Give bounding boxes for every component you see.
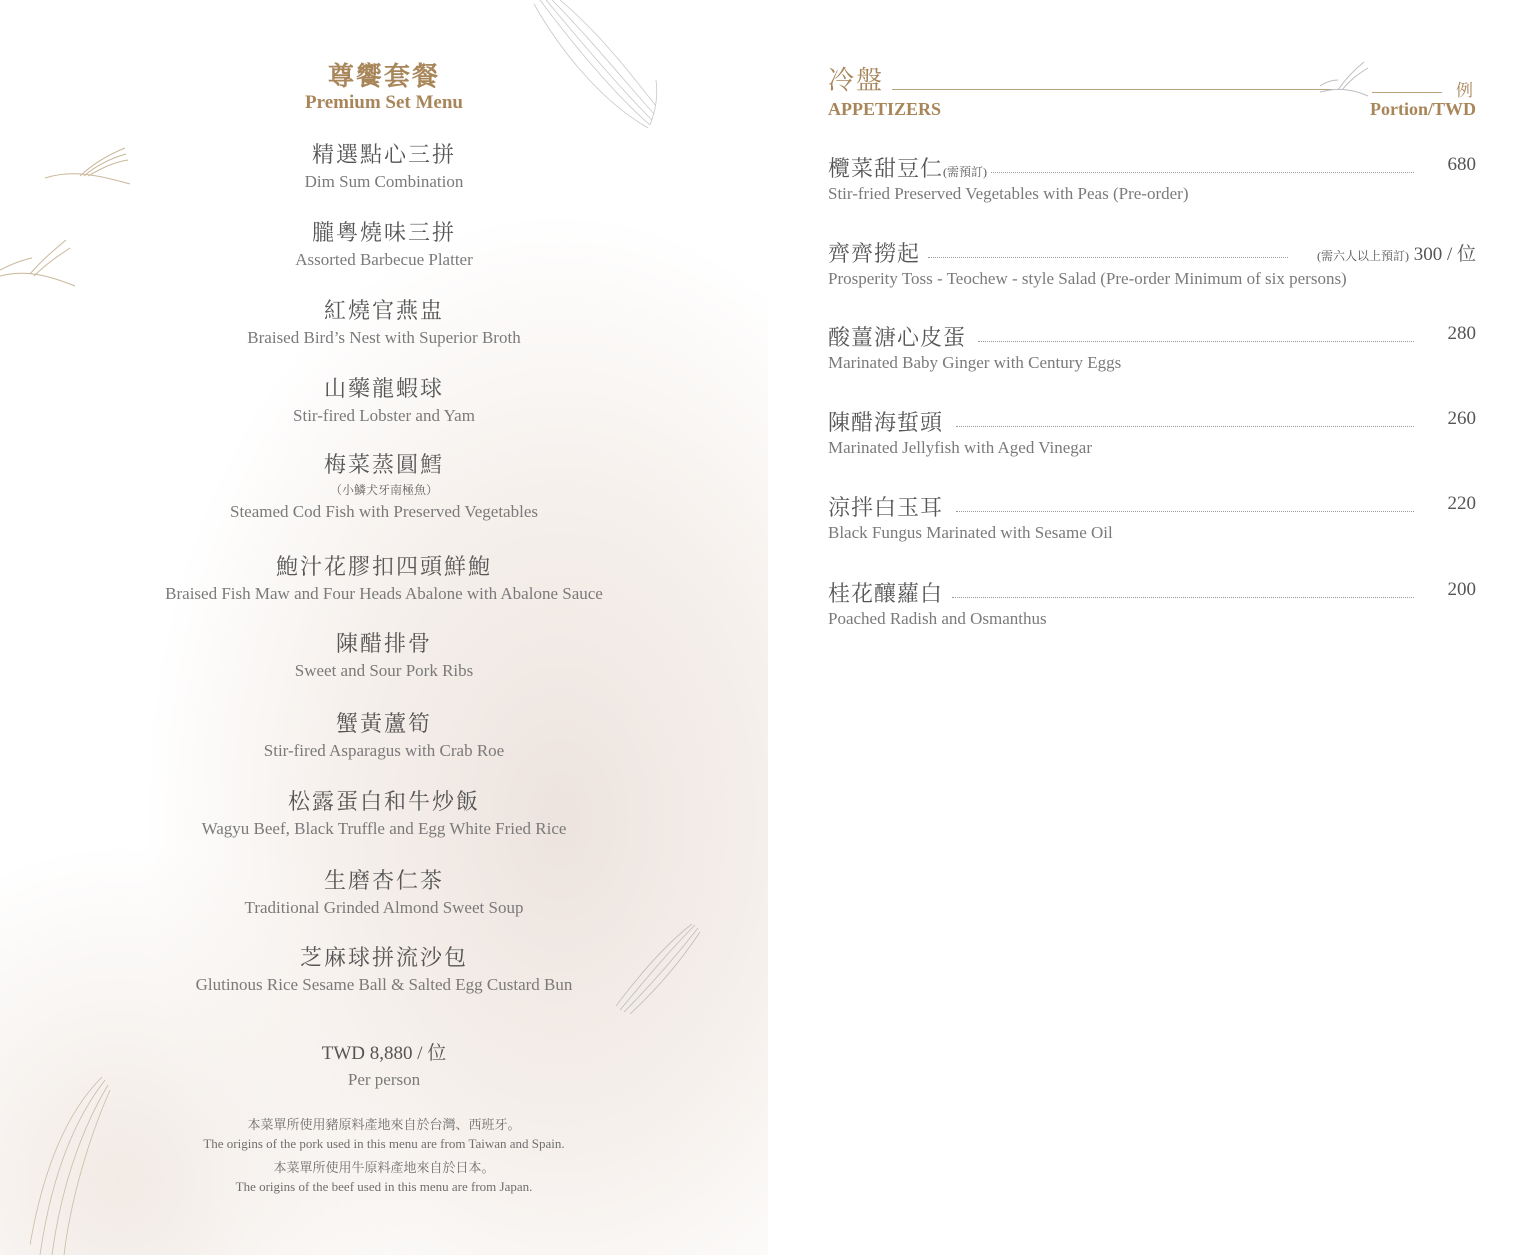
item-name-zh: 欖菜甜豆仁 [828,156,944,181]
item-name-zh: 桂花釀蘿白 [828,577,947,608]
dish-name-en: Braised Fish Maw and Four Heads Abalone with Abalone Sauce [165,584,603,603]
header-divider [892,89,1332,90]
dot-leader [948,172,1414,173]
menu-item [828,237,1476,289]
item-name-en: Poached Radish and Osmanthus [828,609,1047,628]
origin-note: 本菜單所使用豬原料產地來自於台灣、西班牙。 [247,1117,521,1132]
per-person-label: Per person [347,1070,421,1089]
dish-item [0,451,768,523]
dish-name-zh: 鮑汁花膠扣四頭鮮鮑 [275,554,492,579]
item-name-en: Marinated Jellyfish with Aged Vinegar [828,438,1092,457]
set-menu-title-zh: 尊饗套餐 [327,62,440,91]
item-price-note: (需六人以上預訂) [1316,249,1409,263]
dish-item [0,710,768,762]
item-name-en: Stir-fried Preserved Vegetables with Peas (Pre-order) [828,184,1189,203]
dish-name-en: Dim Sum Combination [304,172,464,191]
dish-name-zh: 精選點心三拼 [311,142,456,167]
dish-item [0,788,768,840]
dish-note-zh: （小鱗犬牙南極魚） [329,483,438,497]
item-price: 280 [1447,323,1476,344]
portion-divider [1372,92,1442,93]
set-menu-title-en: Premium Set Menu [305,92,463,113]
portion-label-en: Portion/TWD [1370,99,1476,119]
appetizers-page [768,0,1536,1255]
dish-name-en: Stir-fired Asparagus with Crab Roe [263,741,505,760]
dish-name-zh: 山藥龍蝦球 [323,376,444,401]
dish-name-zh: 紅燒官燕盅 [323,298,444,323]
dot-leader [956,426,1414,427]
item-price: 260 [1447,408,1476,429]
dot-leader [956,511,1414,512]
dish-name-en: Braised Bird’s Nest with Superior Broth [247,328,521,347]
dish-item [0,630,768,682]
set-menu-price: TWD 8,880 / 位 [321,1043,447,1064]
dish-name-zh: 梅菜蒸圓鱈 [323,452,444,477]
dish-name-zh: 生磨杏仁茶 [323,868,444,893]
dot-leader [978,341,1414,342]
item-name-zh: 酸薑溏心皮蛋 [828,321,970,352]
origin-note: 本菜單所使用牛原料產地來自於日本。 [273,1160,495,1175]
item-name-en: Marinated Baby Ginger with Century Eggs [828,353,1122,372]
dish-name-en: Glutinous Rice Sesame Ball & Salted Egg Custard Bun [195,975,573,994]
dish-name-en: Wagyu Beef, Black Truffle and Egg White Fried Rice [201,819,567,838]
item-price: 300 / 位 [1413,244,1476,265]
dish-item [0,867,768,919]
dot-leader [952,597,1414,598]
dish-name-en: Sweet and Sour Pork Ribs [294,661,474,680]
dish-name-en: Traditional Grinded Almond Sweet Soup [244,898,524,917]
dish-name-en: Steamed Cod Fish with Preserved Vegetables [229,502,538,521]
bird-decoration-icon [1318,58,1374,102]
origin-note: The origins of the pork used in this menu are from Taiwan and Spain. [203,1136,565,1151]
item-name-zh: 陳醋海蜇頭 [828,406,947,437]
menu-item [828,491,1476,543]
dish-item [0,297,768,349]
menu-item [828,406,1476,458]
menu-item [828,577,1476,629]
dish-name-zh: 芝麻球拼流沙包 [299,945,468,970]
item-price: 220 [1447,493,1476,514]
item-name-zh: 齊齊撈起 [828,237,924,268]
dish-name-zh: 朧粵燒味三拼 [311,220,456,245]
appetizers-title-en: APPETIZERS [828,99,942,119]
appetizers-title-zh: 冷盤 [828,66,885,95]
dish-item [0,944,768,996]
menu-item [828,152,1476,204]
dish-name-en: Assorted Barbecue Platter [295,250,473,269]
dish-item [0,375,768,427]
item-price: 200 [1447,579,1476,600]
dish-item [0,553,768,605]
dish-item [0,219,768,271]
dish-name-en: Stir-fired Lobster and Yam [293,406,475,425]
dish-name-zh: 陳醋排骨 [335,631,432,656]
dish-name-zh: 蟹黃蘆筍 [335,711,432,736]
dish-item [0,141,768,193]
origin-note: The origins of the beef used in this menu are from Japan. [235,1179,533,1194]
portion-label-zh: 例 [1456,81,1473,100]
item-note-zh: (需預訂) [943,165,988,179]
dot-leader [928,257,1288,258]
item-name-en: Black Fungus Marinated with Sesame Oil [828,523,1113,542]
dish-name-zh: 松露蛋白和牛炒飯 [287,789,480,814]
item-name-zh: 涼拌白玉耳 [828,491,947,522]
item-price: 680 [1447,154,1476,175]
item-name-en: Prosperity Toss - Teochew - style Salad (Pre-order Minimum of six persons) [828,269,1347,288]
menu-item [828,321,1476,373]
